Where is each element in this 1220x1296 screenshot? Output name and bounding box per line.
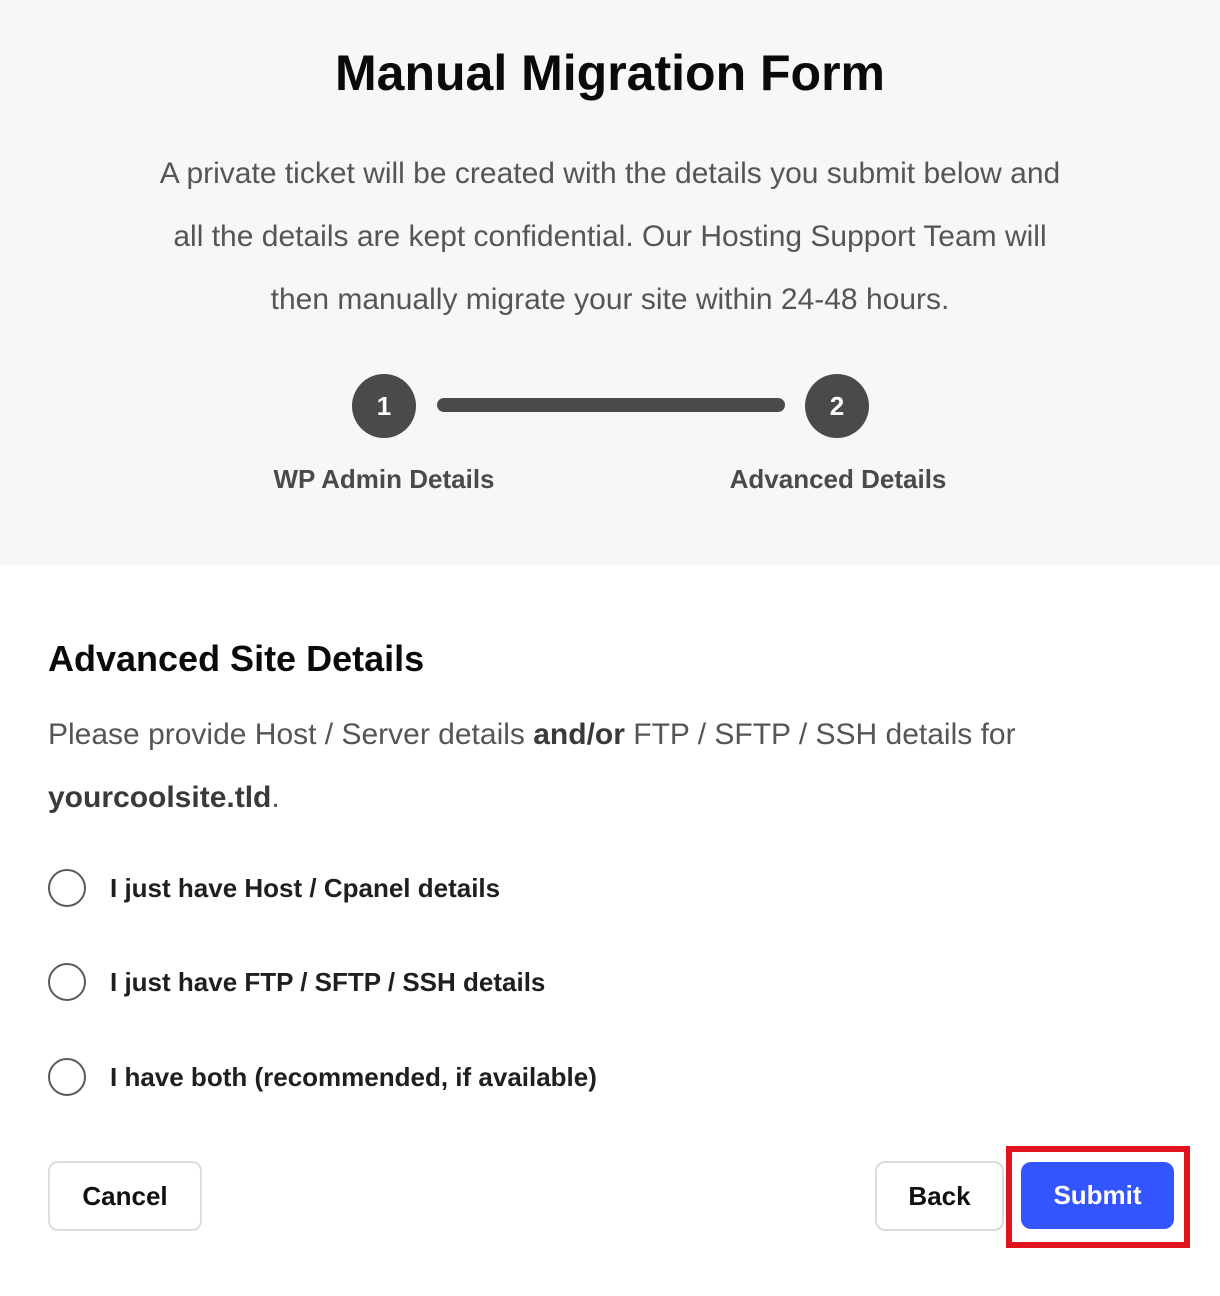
- intro-text: [110, 142, 1110, 331]
- page-title: Manual Migration Form: [335, 45, 885, 101]
- desc-text: FTP / SFTP / SSH details for: [624, 718, 1016, 751]
- step-2-label: Advanced Details: [729, 464, 947, 494]
- form-header: [0, 0, 1220, 566]
- radio-button[interactable]: [48, 963, 86, 1001]
- intro-line: A private ticket will be created with the details you submit below and: [159, 157, 1061, 190]
- option-label: I just have Host / Cpanel details: [110, 872, 501, 903]
- desc-bold-text: and/or: [533, 718, 625, 751]
- desc-end: .: [271, 781, 280, 814]
- stepper-progress-line: [437, 398, 785, 412]
- radio-button[interactable]: [48, 869, 86, 907]
- option-host-cpanel[interactable]: [48, 867, 500, 909]
- submit-button[interactable]: Submit: [1021, 1162, 1174, 1229]
- option-label: I have both (recommended, if available): [110, 1061, 597, 1092]
- step-1-indicator: 1: [352, 374, 416, 438]
- section-title: Advanced Site Details: [48, 638, 425, 679]
- option-ftp-sftp-ssh[interactable]: [48, 961, 545, 1003]
- desc-text: Please provide Host / Server details: [48, 718, 534, 751]
- step-2-indicator: 2: [805, 374, 869, 438]
- option-label: I just have FTP / SFTP / SSH details: [110, 966, 546, 997]
- step-1-label: WP Admin Details: [273, 464, 495, 494]
- cancel-button[interactable]: Cancel: [48, 1161, 202, 1231]
- intro-line: all the details are kept confidential. Our Hosting Support Team will: [173, 220, 1047, 253]
- intro-line: then manually migrate your site within 24-48 hours.: [270, 283, 950, 316]
- radio-button[interactable]: [48, 1058, 86, 1096]
- back-button[interactable]: Back: [875, 1161, 1004, 1231]
- site-name: yourcoolsite.tld: [48, 781, 272, 814]
- submit-highlight-box: [1006, 1146, 1190, 1248]
- section-description: [48, 703, 1168, 829]
- option-both[interactable]: [48, 1056, 597, 1098]
